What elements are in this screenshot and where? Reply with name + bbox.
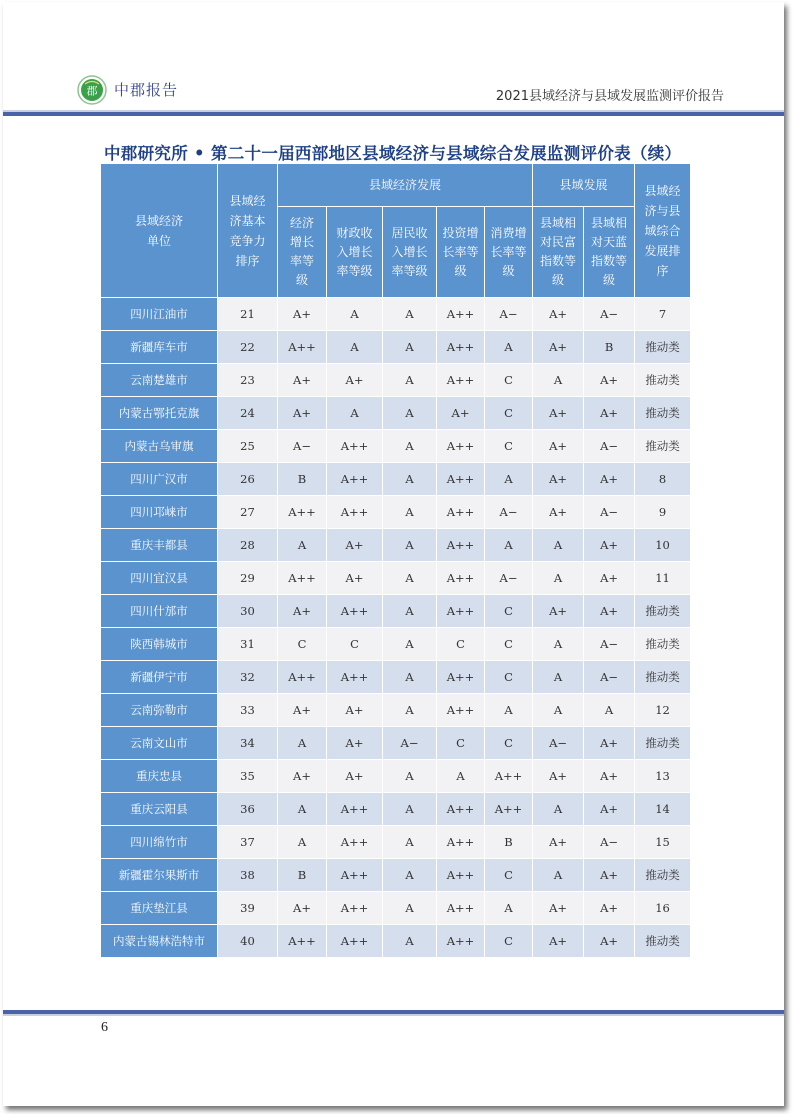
grade-cell: A− [485, 496, 533, 529]
grade-cell: A [383, 661, 437, 694]
table-row [101, 628, 691, 661]
grade-cell: A+ [327, 364, 383, 397]
grade-cell: A++ [327, 463, 383, 496]
county-name-cell: 重庆云阳县 [101, 793, 218, 826]
grade-cell: A++ [278, 496, 327, 529]
grade-cell: A [383, 628, 437, 661]
overall-rank-cell: 11 [635, 562, 691, 595]
grade-cell: B [584, 331, 635, 364]
grade-cell: A++ [278, 331, 327, 364]
grade-cell: A++ [327, 793, 383, 826]
grade-cell: A++ [278, 925, 327, 958]
county-name-cell: 四川广汉市 [101, 463, 218, 496]
grade-cell: A [485, 694, 533, 727]
grade-cell: A [383, 463, 437, 496]
grade-cell: A [278, 793, 327, 826]
grade-cell: A+ [327, 760, 383, 793]
grade-cell: A+ [278, 298, 327, 331]
rank-cell: 24 [218, 397, 278, 430]
grade-cell: A [278, 727, 327, 760]
grade-cell: A++ [437, 859, 485, 892]
grade-cell: A− [383, 727, 437, 760]
table-row [101, 727, 691, 760]
rank-cell: 22 [218, 331, 278, 364]
grade-cell: C [437, 628, 485, 661]
grade-cell: A++ [437, 529, 485, 562]
grade-cell: A [383, 397, 437, 430]
grade-cell: A++ [437, 331, 485, 364]
col-group-dev: 县域发展 [533, 164, 635, 207]
rank-cell: 25 [218, 430, 278, 463]
grade-cell: A+ [327, 529, 383, 562]
grade-cell: C [485, 430, 533, 463]
grade-cell: A++ [437, 496, 485, 529]
table-row [101, 595, 691, 628]
grade-cell: A [533, 661, 584, 694]
grade-cell: A+ [533, 760, 584, 793]
county-name-cell: 内蒙古鄂托克旗 [101, 397, 218, 430]
footer-rule [3, 1010, 784, 1016]
rank-cell: 28 [218, 529, 278, 562]
grade-cell: A++ [327, 892, 383, 925]
rank-cell: 40 [218, 925, 278, 958]
grade-cell: A− [584, 298, 635, 331]
grade-cell: C [485, 661, 533, 694]
grade-cell: A [383, 562, 437, 595]
grade-cell: A++ [327, 826, 383, 859]
grade-cell: A+ [533, 826, 584, 859]
grade-cell: A+ [437, 397, 485, 430]
overall-rank-cell: 推动类 [635, 364, 691, 397]
grade-cell: C [485, 397, 533, 430]
overall-rank-cell: 16 [635, 892, 691, 925]
grade-cell: A− [485, 562, 533, 595]
county-name-cell: 四川绵竹市 [101, 826, 218, 859]
grade-cell: A++ [278, 562, 327, 595]
grade-cell: A+ [584, 529, 635, 562]
grade-cell: A [485, 331, 533, 364]
grade-cell: A+ [533, 331, 584, 364]
grade-cell: C [485, 727, 533, 760]
grade-cell: A+ [327, 727, 383, 760]
col-header-overall: 县域经济与县域综合发展排序 [635, 164, 691, 298]
table-row [101, 694, 691, 727]
table-row [101, 298, 691, 331]
grade-cell: A++ [327, 661, 383, 694]
grade-cell: A++ [437, 661, 485, 694]
overall-rank-cell: 14 [635, 793, 691, 826]
grade-cell: A+ [278, 397, 327, 430]
overall-rank-cell: 推动类 [635, 727, 691, 760]
grade-cell: A [383, 595, 437, 628]
grade-cell: A [383, 826, 437, 859]
grade-cell: A+ [278, 892, 327, 925]
grade-cell: A [383, 331, 437, 364]
grade-cell: A+ [533, 496, 584, 529]
grade-cell: A+ [584, 859, 635, 892]
col-header-consume: 消费增长率等级 [485, 207, 533, 298]
grade-cell: A+ [278, 595, 327, 628]
grade-cell: A [383, 859, 437, 892]
grade-cell: A+ [533, 595, 584, 628]
grade-cell: A [485, 463, 533, 496]
rank-cell: 30 [218, 595, 278, 628]
grade-cell: A [437, 760, 485, 793]
table-row [101, 331, 691, 364]
table-row [101, 496, 691, 529]
table-title: 中郡研究所 • 第二十一届西部地区县域经济与县域综合发展监测评价表（续） [104, 144, 682, 163]
col-header-bluesky: 县域相对天蓝指数等级 [584, 207, 635, 298]
grade-cell: A+ [584, 892, 635, 925]
col-header-econ-growth: 经济增长率等级 [278, 207, 327, 298]
grade-cell: A+ [584, 925, 635, 958]
table-row [101, 892, 691, 925]
grade-cell: A++ [485, 793, 533, 826]
grade-cell: A− [584, 628, 635, 661]
table-row [101, 430, 691, 463]
grade-cell: A [383, 298, 437, 331]
grade-cell: C [485, 628, 533, 661]
grade-cell: A [485, 892, 533, 925]
county-name-cell: 四川江油市 [101, 298, 218, 331]
grade-cell: A [278, 826, 327, 859]
county-name-cell: 云南弥勒市 [101, 694, 218, 727]
overall-rank-cell: 推动类 [635, 331, 691, 364]
svg-text:郡: 郡 [86, 84, 98, 98]
overall-rank-cell: 推动类 [635, 628, 691, 661]
table-row [101, 859, 691, 892]
table-row [101, 661, 691, 694]
overall-rank-cell: 推动类 [635, 397, 691, 430]
table-row [101, 760, 691, 793]
grade-cell: A− [584, 826, 635, 859]
col-group-econ: 县域经济发展 [278, 164, 533, 207]
grade-cell: A++ [437, 892, 485, 925]
overall-rank-cell: 10 [635, 529, 691, 562]
col-header-invest: 投资增长率等级 [437, 207, 485, 298]
county-name-cell: 云南楚雄市 [101, 364, 218, 397]
col-header-rank: 县域经济基本竞争力排序 [218, 164, 278, 298]
grade-cell: A+ [584, 727, 635, 760]
grade-cell: A [383, 892, 437, 925]
grade-cell: A+ [584, 760, 635, 793]
overall-rank-cell: 15 [635, 826, 691, 859]
county-name-cell: 内蒙古乌审旗 [101, 430, 218, 463]
rank-cell: 32 [218, 661, 278, 694]
grade-cell: A [533, 859, 584, 892]
table-row [101, 793, 691, 826]
county-name-cell: 重庆忠县 [101, 760, 218, 793]
county-name-cell: 重庆垫江县 [101, 892, 218, 925]
table-row [101, 562, 691, 595]
grade-cell: A++ [327, 859, 383, 892]
grade-cell: A+ [584, 397, 635, 430]
page-number: 6 [101, 1020, 108, 1035]
rank-cell: 38 [218, 859, 278, 892]
grade-cell: A+ [278, 694, 327, 727]
grade-cell: C [485, 925, 533, 958]
grade-cell: A− [584, 661, 635, 694]
grade-cell: B [278, 463, 327, 496]
grade-cell: A+ [278, 364, 327, 397]
grade-cell: A [533, 793, 584, 826]
table-row [101, 364, 691, 397]
grade-cell: A− [485, 298, 533, 331]
county-name-cell: 四川什邡市 [101, 595, 218, 628]
grade-cell: A [327, 298, 383, 331]
rank-cell: 27 [218, 496, 278, 529]
grade-cell: A+ [584, 595, 635, 628]
grade-cell: C [437, 727, 485, 760]
table-row [101, 826, 691, 859]
col-header-fiscal: 财政收入增长率等级 [327, 207, 383, 298]
table-row [101, 397, 691, 430]
overall-rank-cell: 9 [635, 496, 691, 529]
grade-cell: A [533, 364, 584, 397]
grade-cell: A [533, 694, 584, 727]
zhongjun-logo-icon [76, 75, 108, 105]
rank-cell: 36 [218, 793, 278, 826]
grade-cell: A− [533, 727, 584, 760]
grade-cell: A++ [437, 925, 485, 958]
county-name-cell: 陕西韩城市 [101, 628, 218, 661]
grade-cell: A+ [533, 463, 584, 496]
grade-cell: A++ [437, 298, 485, 331]
grade-cell: A+ [584, 562, 635, 595]
rank-cell: 37 [218, 826, 278, 859]
grade-cell: A++ [437, 463, 485, 496]
grade-cell: A++ [485, 760, 533, 793]
col-header-income: 居民收入增长率等级 [383, 207, 437, 298]
grade-cell: A [383, 694, 437, 727]
grade-cell: A++ [437, 595, 485, 628]
logo-text: 中郡报告 [114, 81, 179, 99]
grade-cell: A [485, 529, 533, 562]
grade-cell: B [278, 859, 327, 892]
grade-cell: C [278, 628, 327, 661]
rank-cell: 39 [218, 892, 278, 925]
rank-cell: 33 [218, 694, 278, 727]
grade-cell: A+ [327, 694, 383, 727]
overall-rank-cell: 推动类 [635, 925, 691, 958]
grade-cell: A++ [327, 430, 383, 463]
grade-cell: A+ [533, 430, 584, 463]
grade-cell: A [533, 628, 584, 661]
county-name-cell: 新疆伊宁市 [101, 661, 218, 694]
county-name-cell: 云南文山市 [101, 727, 218, 760]
grade-cell: A− [584, 430, 635, 463]
grade-cell: A+ [584, 463, 635, 496]
overall-rank-cell: 推动类 [635, 859, 691, 892]
page-sheet [3, 2, 784, 1106]
county-name-cell: 新疆霍尔果斯市 [101, 859, 218, 892]
grade-cell: A+ [584, 793, 635, 826]
rank-cell: 31 [218, 628, 278, 661]
overall-rank-cell: 12 [635, 694, 691, 727]
header-rule [3, 110, 784, 116]
grade-cell: A++ [437, 364, 485, 397]
grade-cell: A [383, 925, 437, 958]
grade-cell: A++ [327, 496, 383, 529]
grade-cell: A [533, 562, 584, 595]
grade-cell: A++ [437, 562, 485, 595]
grade-cell: A++ [327, 925, 383, 958]
col-header-wealth: 县域相对民富指数等级 [533, 207, 584, 298]
table-row [101, 925, 691, 958]
grade-cell: B [485, 826, 533, 859]
grade-cell: C [485, 364, 533, 397]
overall-rank-cell: 推动类 [635, 430, 691, 463]
rank-cell: 34 [218, 727, 278, 760]
grade-cell: A [383, 496, 437, 529]
rank-cell: 35 [218, 760, 278, 793]
overall-rank-cell: 13 [635, 760, 691, 793]
grade-cell: A+ [533, 298, 584, 331]
rank-cell: 21 [218, 298, 278, 331]
rank-cell: 29 [218, 562, 278, 595]
grade-cell: A++ [278, 661, 327, 694]
county-name-cell: 重庆丰都县 [101, 529, 218, 562]
overall-rank-cell: 7 [635, 298, 691, 331]
grade-cell: A+ [584, 364, 635, 397]
report-title: 2021县域经济与县域发展监测评价报告 [495, 89, 724, 104]
grade-cell: A [383, 793, 437, 826]
table-row [101, 463, 691, 496]
grade-cell: A [383, 430, 437, 463]
county-name-cell: 内蒙古锡林浩特市 [101, 925, 218, 958]
grade-cell: A+ [533, 892, 584, 925]
grade-cell: A [383, 529, 437, 562]
table-body [101, 298, 691, 958]
grade-cell: A [584, 694, 635, 727]
grade-cell: A++ [437, 826, 485, 859]
county-name-cell: 四川邛崃市 [101, 496, 218, 529]
grade-cell: A+ [533, 397, 584, 430]
grade-cell: A+ [533, 925, 584, 958]
grade-cell: A++ [327, 595, 383, 628]
grade-cell: A+ [327, 562, 383, 595]
rank-cell: 23 [218, 364, 278, 397]
grade-cell: A++ [437, 793, 485, 826]
col-header-unit: 县域经济单位 [101, 164, 218, 298]
county-name-cell: 新疆库车市 [101, 331, 218, 364]
evaluation-table [100, 163, 691, 958]
rank-cell: 26 [218, 463, 278, 496]
grade-cell: A++ [437, 430, 485, 463]
grade-cell: A++ [437, 694, 485, 727]
grade-cell: A− [584, 496, 635, 529]
grade-cell: A+ [278, 760, 327, 793]
grade-cell: A [327, 397, 383, 430]
grade-cell: A [383, 760, 437, 793]
overall-rank-cell: 8 [635, 463, 691, 496]
table-row [101, 529, 691, 562]
grade-cell: C [485, 859, 533, 892]
grade-cell: C [327, 628, 383, 661]
grade-cell: A [533, 529, 584, 562]
grade-cell: A [383, 364, 437, 397]
grade-cell: C [485, 595, 533, 628]
overall-rank-cell: 推动类 [635, 595, 691, 628]
county-name-cell: 四川宜汉县 [101, 562, 218, 595]
grade-cell: A− [278, 430, 327, 463]
grade-cell: A [278, 529, 327, 562]
overall-rank-cell: 推动类 [635, 661, 691, 694]
grade-cell: A [327, 331, 383, 364]
